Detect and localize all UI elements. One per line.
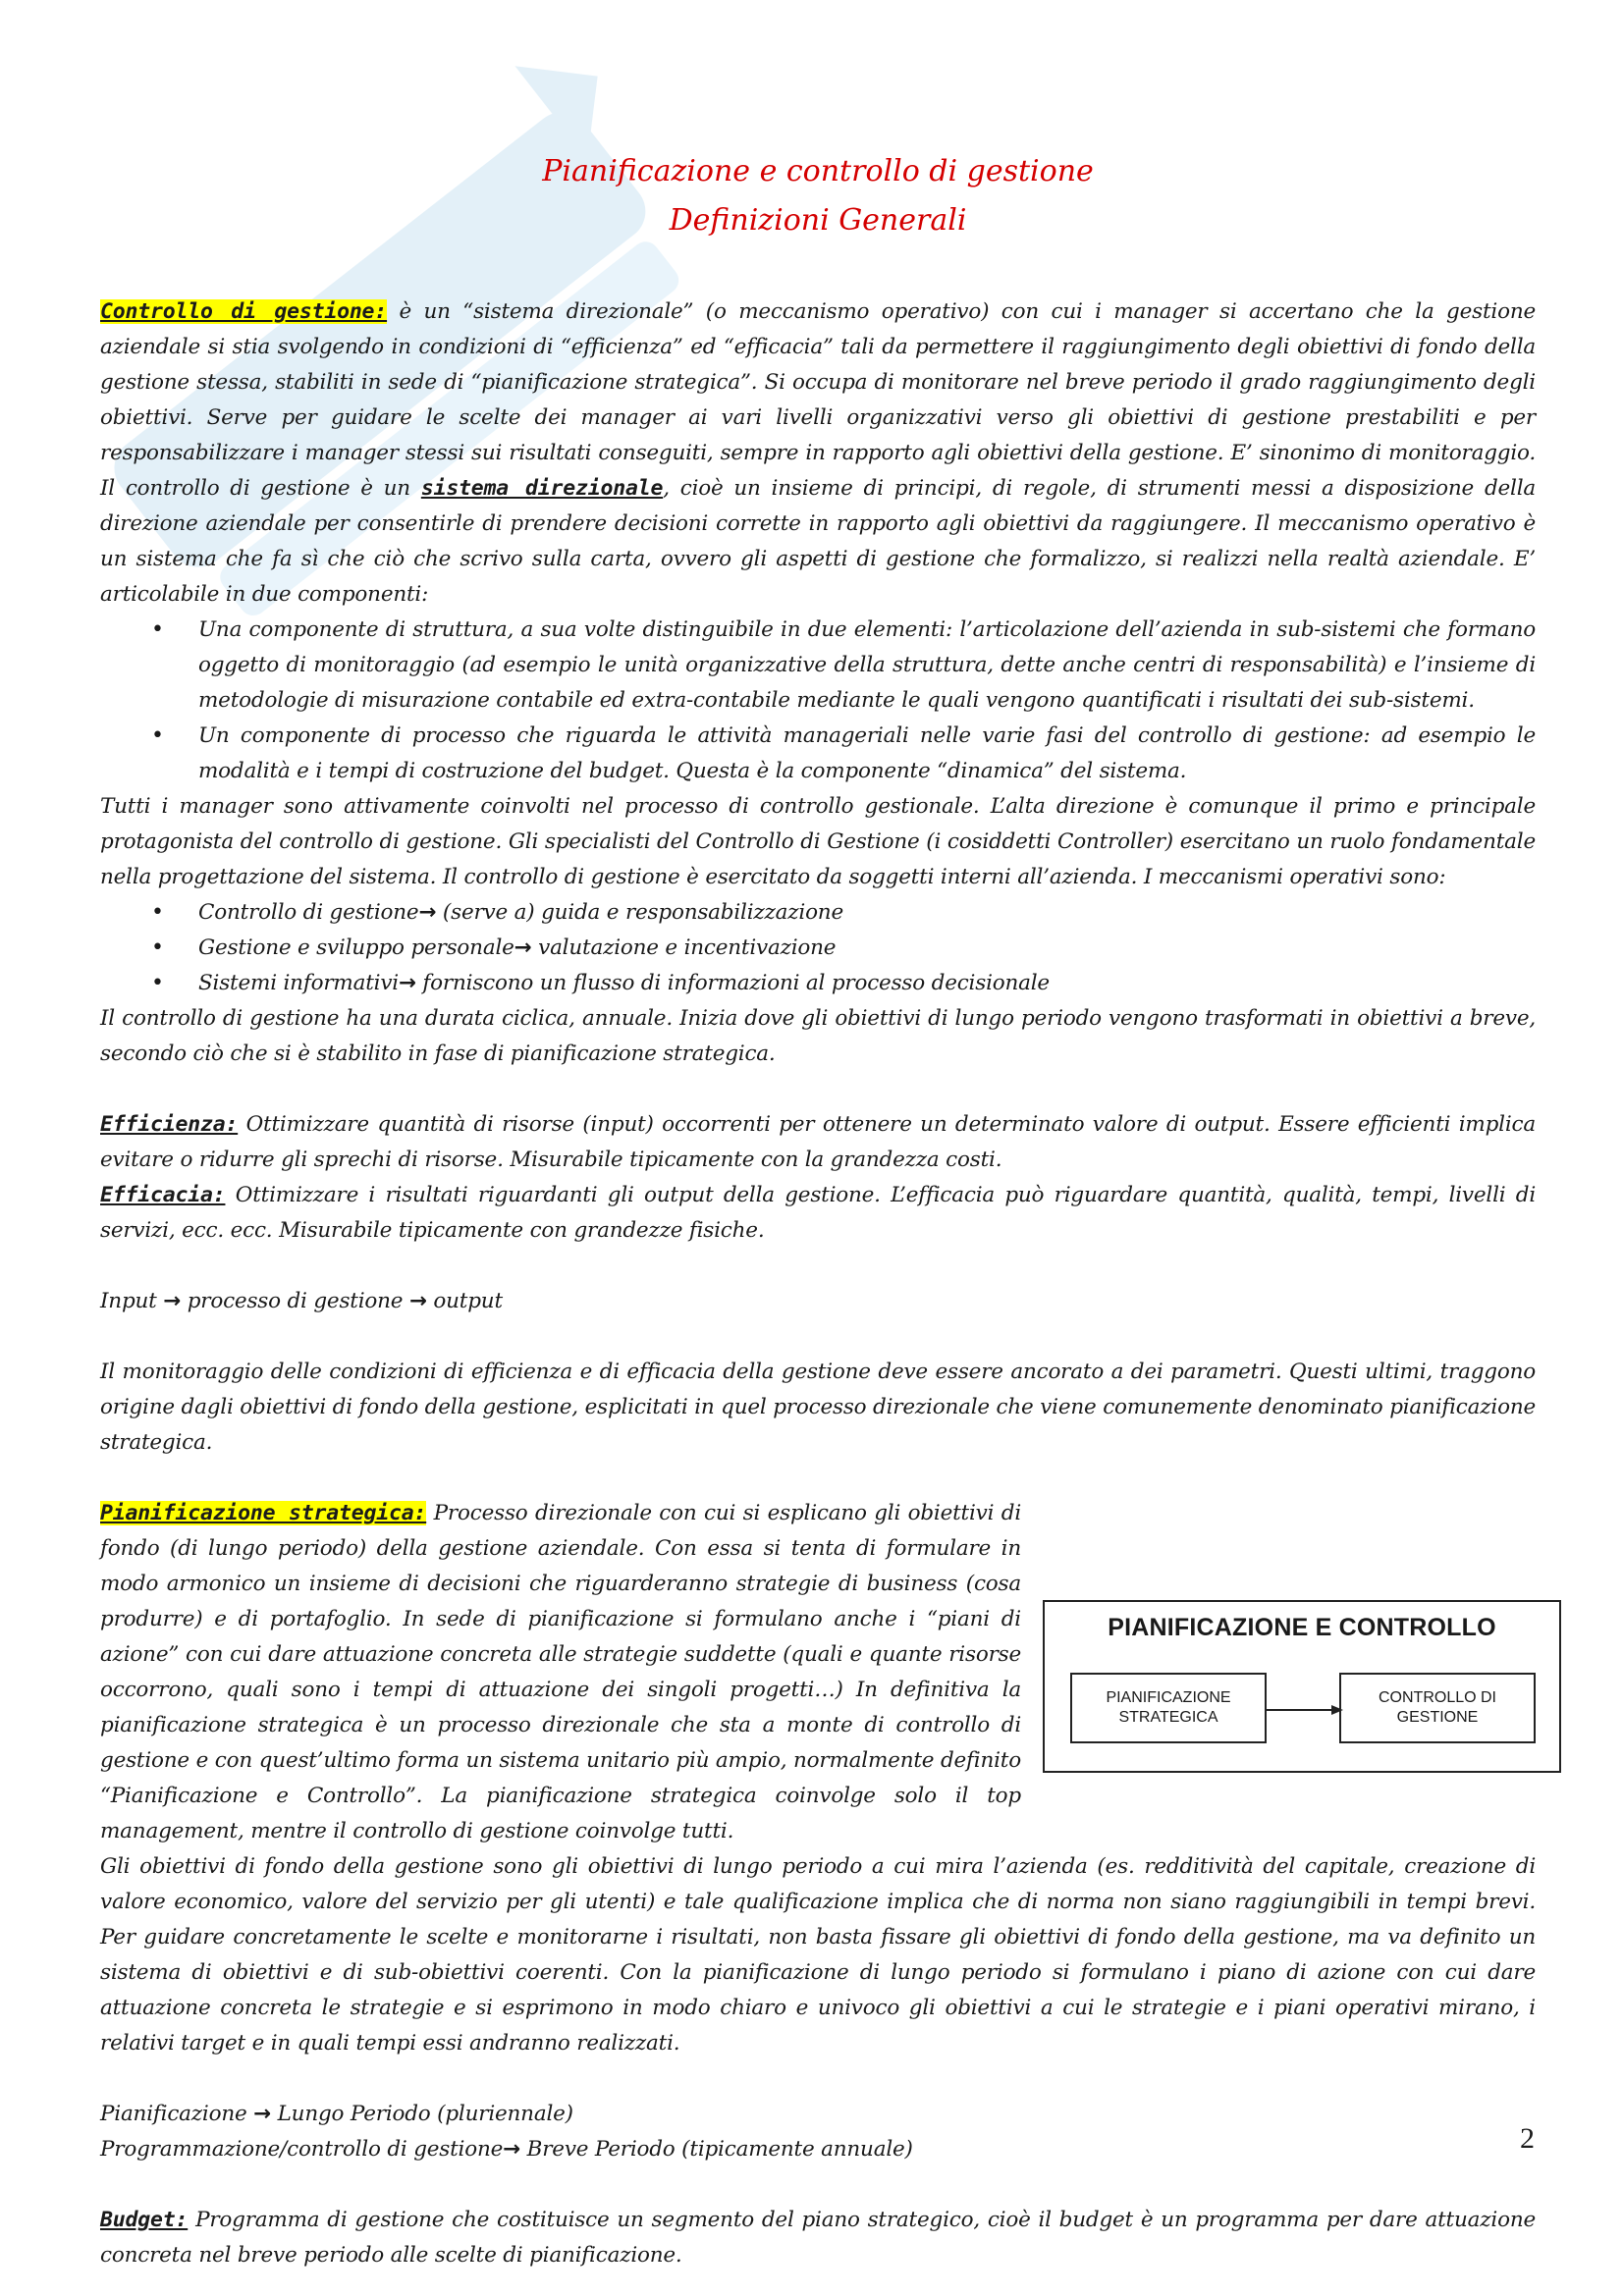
list-item: • Un componente di processo che riguarda le attività manageriali nelle varie fasi del controllo di gestione: ad esempio le modalità e i tempi di costruzione del budget. Questa è la componente “dinamica” del sistema. [198,719,1536,789]
controllo-text-1: è un “sistema direzionale” (o meccanismo operativo) con cui i manager si accertano che la gestione aziendale si stia svolgendo in condizioni di “efficienza” ed “efficacia” tali da permettere il raggiungimento degli obiettivi di fondo della gestione stessa, stabiliti in sede di “pianificazione strategica”. Si occupa di monitorare nel breve periodo il grado raggiungimento degli obiettivi. Serve per guidare le scelte dei manager ai vari livelli organizzativi verso gli obiettivi di gestione prestabiliti e per responsabilizzare i manager stessi sui risultati conseguiti, sempre in rapporto agli obiettivi della gestione. E’ sinonimo di monitoraggio. Il controllo di gestione è un [100,299,1536,501]
arrow-icon: → [408,1289,427,1313]
diagram-arrow-icon [1267,1704,1343,1716]
flow-line: Input → processo di gestione → output [100,1289,503,1313]
page-title: Pianificazione e controllo di gestione [542,154,1094,188]
mechanisms-list [100,895,1536,1001]
diagram-box-controllo: CONTROLLO DI GESTIONE [1339,1673,1536,1743]
page-content [100,147,1536,2273]
controllo-paragraph [100,294,1536,613]
term-efficienza: Efficienza: [100,1112,239,1137]
term-efficacia: Efficacia: [100,1183,226,1207]
arrow-icon: → [253,2102,271,2126]
page-subtitle: Definizioni Generali [669,203,967,238]
ciclica-paragraph: Il controllo di gestione ha una durata ciclica, annuale. Inizia dove gli obiettivi di lungo periodo vengono trasformati in obiettivi a breve, secondo ciò che si è stabilito in fase di pianificazione strategica. [100,1006,1536,1066]
monitoraggio-paragraph: Il monitoraggio delle condizioni di efficienza e di efficacia della gestione deve essere ancorato a dei parametri. Questi ultimi, traggono origine dagli obiettivi di fondo della gestione, esplicitati in quel processo direzionale che viene comunemente denominato pianificazione strategica. [100,1360,1536,1455]
list-item: • Una componente di struttura, a sua volte distinguibile in due elementi: l’articolazione dell’azienda in sub-sistemi che formano oggetto di monitoraggio (ad esempio le unità organizzative della struttura, dette anche centri di responsabilità) e l’insieme di metodologie di misurazione contabile ed extra-contabile mediante le quali vengono quantificati i risultati dei sub-sistemi. [198,613,1536,719]
components-list [100,613,1536,789]
arrow-icon: → [163,1289,182,1313]
term-pianificazione-strategica: Pianificazione strategica: [100,1501,427,1525]
arrow-icon: → [418,900,437,925]
efficacia-paragraph: Efficacia: Ottimizzare i risultati riguardanti gli output della gestione. L’efficacia può riguardare quantità, qualità, tempi, livelli di servizi, ecc. ecc. Misurabile tipicamente con grandezze fisiche. [100,1183,1536,1243]
diagram-box-pianificazione: PIANIFICAZIONE STRATEGICA [1070,1673,1267,1743]
list-item: • Sistemi informativi→ forniscono un flusso di informazioni al processo decisionale [198,966,1536,1001]
page-number: 2 [1520,2122,1535,2155]
arrow-icon: → [514,935,532,960]
efficienza-paragraph: Efficienza: Ottimizzare quantità di risorse (input) occorrenti per ottenere un determinato valore di output. Essere efficienti implica evitare o ridurre gli sprechi di risorse. Misurabile tipicamente con la grandezza costi. [100,1112,1536,1172]
term-controllo-di-gestione: Controllo di gestione: [100,299,388,324]
manager-paragraph: Tutti i manager sono attivamente coinvolti nel processo di controllo gestionale. L’alta direzione è comunque il primo e principale protagonista del controllo di gestione. Gli specialisti del Controllo di Gestione (i cosiddetti Controller) esercitano un ruolo fondamentale nella progettazione del sistema. Il controllo di gestione è esercitato da soggetti interni all’azienda. I meccanismi operativi sono: [100,794,1536,889]
list-item: • Gestione e sviluppo personale→ valutazione e incentivazione [198,931,1536,966]
budget-paragraph: Budget: Programma di gestione che costituisce un segmento del piano strategico, cioè il budget è un programma per dare attuazione concreta nel breve periodo alle scelte di pianificazione. [100,2208,1536,2268]
term-sistema-direzionale: sistema direzionale [420,476,664,501]
period-line: Programmazione/controllo di gestione→ Breve Periodo (tipicamente annuale) [100,2137,913,2162]
pianificazione-paragraph: Pianificazione strategica: Processo direzionale con cui si esplicano gli obiettivi di fondo (di lungo periodo) della gestione aziendale. Con essa si tenta di formulare in modo armonico un insieme di decisioni che riguarderanno strategie di business (cosa produrre) e di portafoglio. In sede di pianificazione si formulano anche i “piani di azione” con cui dare attuazione concreta alle strategie suddette (quali e quante risorse occorrono, quali sono i tempi di attuazione dei singoli progetti…) In definitiva la pianificazione strategica è un processo direzionale che sta a monte di controllo di gestione e con quest’ultimo forma un sistema unitario più ampio, normalmente definito “Pianificazione e Controllo”. La pianificazione strategica coinvolge solo il top management, mentre il controllo di gestione coinvolge tutti. [100,1501,1021,1843]
controllo-text-2: , cioè un insieme di principi, di regole, di strumenti messi a disposizione della direzione aziendale per consentirle di prendere decisioni corrette in rapporto agli obiettivi da raggiungere. Il meccanismo operativo è un sistema che fa sì che ciò che scrivo sulla carta, ovvero gli aspetti di gestione che formalizzo, si realizzi nella realtà aziendale. E’ articolabile in due componenti: [100,476,1537,607]
pianificazione-controllo-diagram [1043,1600,1561,1773]
obiettivi-paragraph: Gli obiettivi di fondo della gestione sono gli obiettivi di lungo periodo a cui mira l’azienda (es. redditività del capitale, creazione di valore economico, valore del servizio per gli utenti) e tale qualificazione implica che di norma non siano raggiungibili in tempi brevi. Per guidare concretamente le scelte e monitorarne i risultati, non basta fissare gli obiettivi di fondo della gestione, ma va definito un sistema di obiettivi e di sub-obiettivi coerenti. Con la pianificazione di lungo periodo si formulano i piano di azione con cui dare attuazione concreta le strategie e si esprimono in modo chiaro e univoco gli obiettivi a cui le strategie e i piani operativi mirano, i relativi target e in quali tempi essi andranno realizzati. [100,1854,1536,2056]
arrow-icon: → [503,2137,520,2162]
arrow-icon: → [398,971,416,995]
term-budget: Budget: [100,2208,189,2232]
title-block [100,147,1536,245]
period-line: Pianificazione → Lungo Periodo (pluriennale) [100,2102,573,2126]
list-item: • Controllo di gestione→ (serve a) guida e responsabilizzazione [198,895,1536,931]
diagram-title: PIANIFICAZIONE E CONTROLLO [1108,1614,1496,1641]
